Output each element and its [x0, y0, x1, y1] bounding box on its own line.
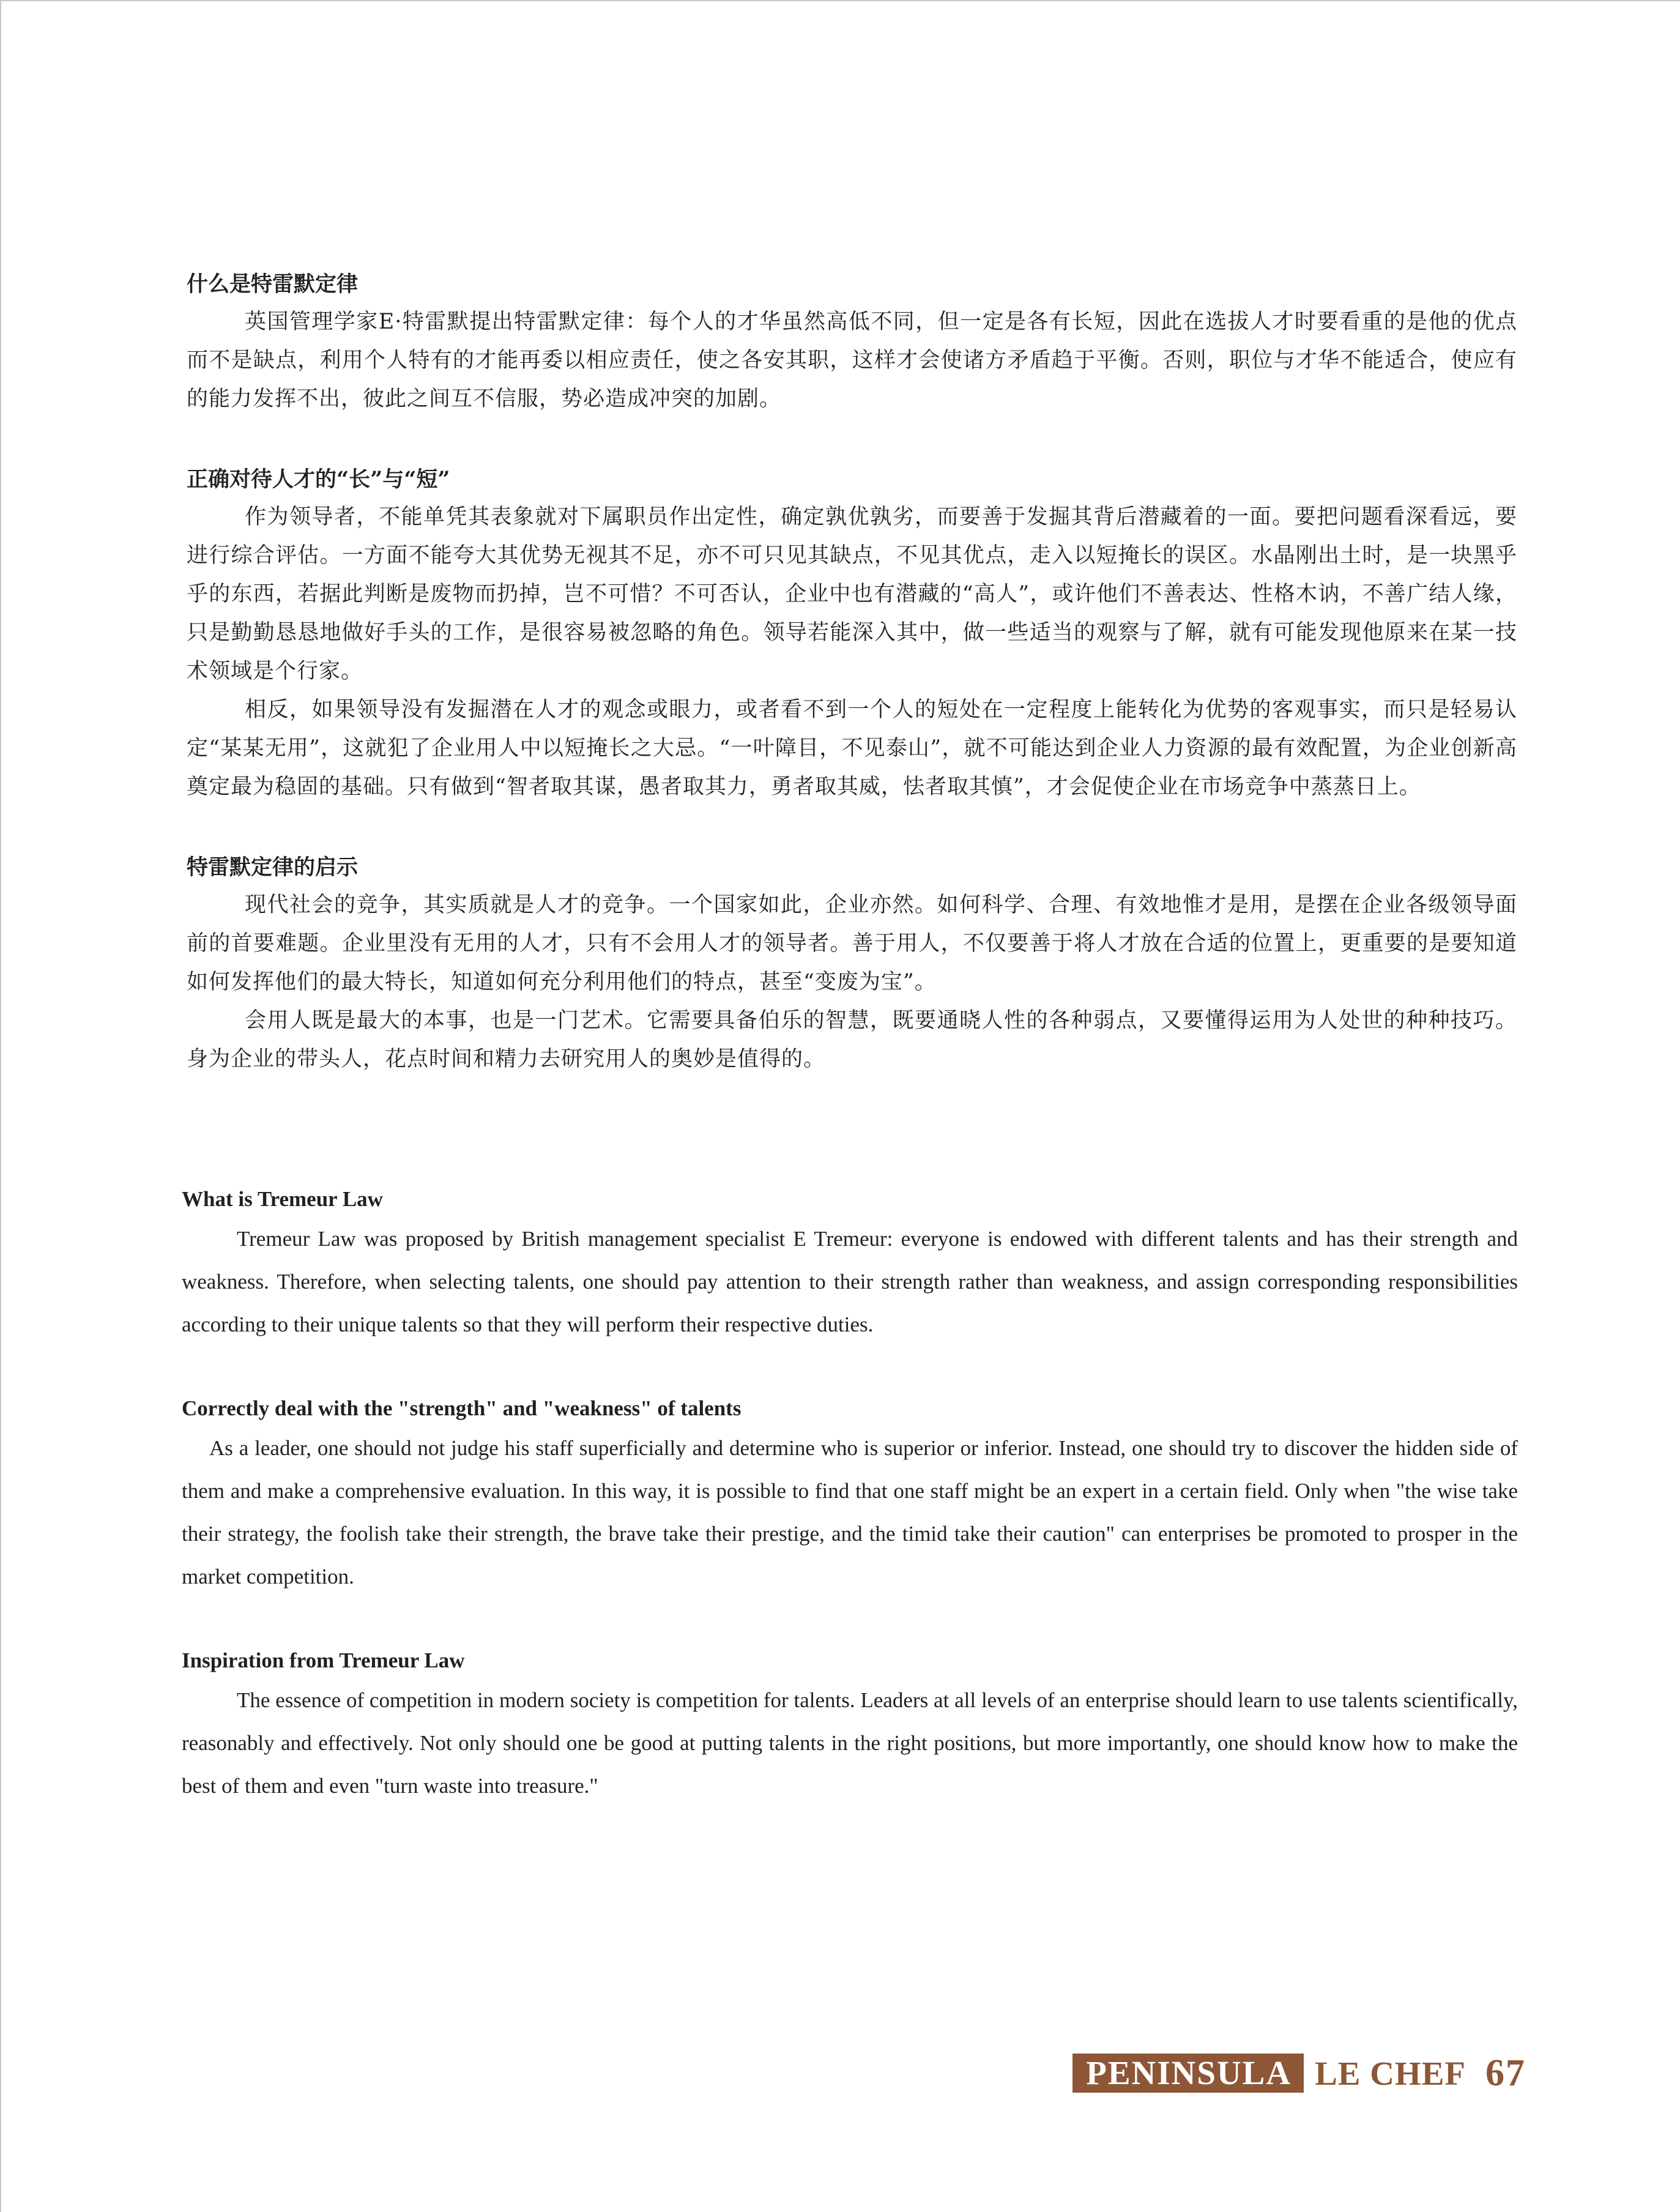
en-paragraph: Tremeur Law was proposed by British management specialist E Tremeur: everyone is endowed with different talents and has their strength and weakness. Therefore, when selecting talents, one should pay attention to their strength rather than weakness, and assign corresponding responsibilities according to their unique talents so that they will perform their respective duties.: [182, 1227, 1518, 1336]
zh-paragraph: 英国管理学家E·特雷默提出特雷默定律：每个人的才华虽然高低不同，但一定是各有长短，因此在选拔人才时要看重的是他的优点而不是缺点，利用个人特有的才能再委以相应责任，使之各安其职，这样才会使诸方矛盾趋于平衡。否则，职位与才华不能适合，使应有的能力发挥不出，彼此之间互不信服，势必造成冲突的加剧。: [187, 310, 1517, 411]
en-section-title-2: Correctly deal with the "strength" and "weakness" of talents: [182, 1396, 742, 1420]
en-paragraph: As a leader, one should not judge his staff superficially and determine who is superior or inferior. Instead, one should try to discover the hidden side of them and make a comprehensive evaluation. In this way, it is possible to find that one staff might be an expert in a certain field. Only when "the wise take their strategy, the foolish take their strength, the brave take their prestige, and the timid take their caution" can enterprises be promoted to prosper in the market competition.: [182, 1436, 1518, 1588]
zh-section-title-2: 正确对待人才的“长”与“短”: [187, 467, 450, 492]
page-number: 67: [1485, 2052, 1526, 2094]
english-article: [182, 1181, 1518, 1808]
zh-paragraph: 现代社会的竞争，其实质就是人才的竞争。一个国家如此，企业亦然。如何科学、合理、有效地惟才是用，是摆在企业各级领导面前的首要难题。企业里没有无用的人才，只有不会用人才的领导者。善于用人，不仅要善于将人才放在合适的位置上，更重要的是要知道如何发挥他们的最大特长，知道如何充分利用他们的特点，甚至“变废为宝”。: [187, 893, 1517, 994]
zh-paragraph: 会用人既是最大的本事，也是一门艺术。它需要具备伯乐的智慧，既要通晓人性的各种弱点，又要懂得运用为人处世的种种技巧。身为企业的带头人，花点时间和精力去研究用人的奥妙是值得的。: [187, 1008, 1517, 1071]
en-paragraph: The essence of competition in modern society is competition for talents. Leaders at all levels of an enterprise should learn to use talents scientifically, reasonably and effectively. Not only should one be good at putting talents in the right positions, but more importantly, one should know how to make the best of them and even "turn waste into treasure.": [182, 1688, 1518, 1798]
zh-section-title-3: 特雷默定律的启示: [187, 855, 359, 880]
en-section-title-1: What is Tremeur Law: [182, 1187, 383, 1211]
en-section-title-3: Inspiration from Tremeur Law: [182, 1648, 465, 1672]
zh-paragraph: 相反，如果领导没有发掘潜在人才的观念或眼力，或者看不到一个人的短处在一定程度上能转化为优势的客观事实，而只是轻易认定“某某无用”，这就犯了企业用人中以短掩长之大忌。“一叶障目，不见泰山”，就不可能达到企业人力资源的最有效配置，为企业创新高奠定最为稳固的基础。只有做到“智者取其谋，愚者取其力，勇者取其威，怯者取其慎”，才会促使企业在市场竞争中蒸蒸日上。: [187, 698, 1517, 799]
zh-paragraph: 作为领导者，不能单凭其表象就对下属职员作出定性，确定孰优孰劣，而要善于发掘其背后潜藏着的一面。要把问题看深看远，要进行综合评估。一方面不能夸大其优势无视其不足，亦不可只见其缺点，不见其优点，走入以短掩长的误区。水晶刚出土时，是一块黑乎乎的东西，若据此判断是废物而扔掉，岂不可惜？不可否认，企业中也有潜藏的“高人”，或许他们不善表达、性格木讷，不善广结人缘，只是勤勤恳恳地做好手头的工作，是很容易被忽略的角色。领导若能深入其中，做一些适当的观察与了解，就有可能发现他原来在某一技术领域是个行家。: [187, 505, 1517, 683]
page-footer: [1072, 2052, 1526, 2095]
zh-section-title-1: 什么是特雷默定律: [187, 272, 359, 297]
magazine-brand: PENINSULA: [1072, 2054, 1304, 2093]
chinese-article: [187, 266, 1517, 1079]
magazine-subtitle: LE CHEF: [1315, 2054, 1466, 2092]
